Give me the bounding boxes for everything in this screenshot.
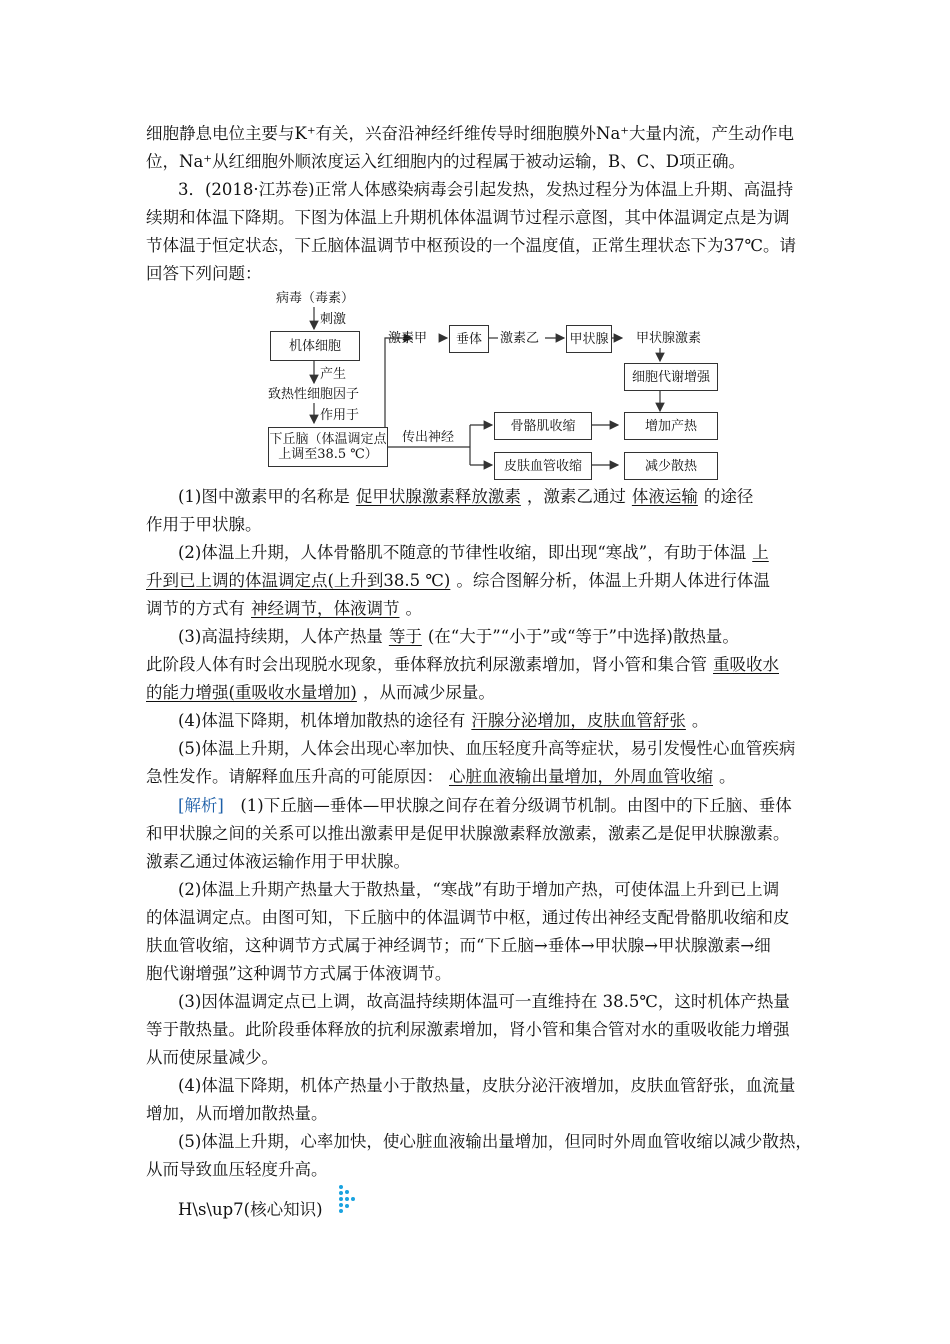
q2-line-2: 升到已上调的体温调定点(上升到38.5 ℃) 。综合图解分析，体温上升期人体进行体温	[146, 571, 770, 590]
label-act-on: 作用于	[320, 408, 360, 423]
q1-answer-1: 促甲状腺激素释放激素	[355, 487, 521, 506]
q2-line-3: 调节的方式有 神经调节，体液调节 。	[146, 599, 422, 618]
q5-answer: 心脏血液输出量增加，外周血管收缩	[449, 767, 713, 786]
analysis-line-12: 增加，从而增加散热量。	[146, 1104, 328, 1123]
label-efferent-nerve: 传出神经	[402, 430, 455, 445]
box-metabolism: 细胞代谢增强	[624, 363, 718, 391]
analysis-line-14: 从而导致血压轻度升高。	[146, 1160, 328, 1179]
q2-answer-1b: 升到已上调的体温调定点(上升到38.5 ℃)	[146, 571, 451, 590]
q5-line-2: 急性发作。请解释血压升高的可能原因： 心脏血液输出量增加，外周血管收缩 。	[146, 767, 736, 786]
analysis-line-2: 和甲状腺之间的关系可以推出激素甲是促甲状腺激素释放激素，激素乙是促甲状腺激素。	[146, 824, 790, 843]
analysis-line-13: (5)体温上升期，心率加快，使心脏血液输出量增加，但同时外周血管收缩以减少散热，	[178, 1132, 812, 1151]
analysis-line-10: 从而使尿量减少。	[146, 1048, 278, 1067]
intro-line-1: 细胞静息电位主要与K⁺有关，兴奋沿神经纤维传导时细胞膜外Na⁺大量内流，产生动作电	[146, 124, 795, 143]
analysis-line-5: 的体温调定点。由图可知，下丘脑中的体温调节中枢，通过传出神经支配骨骼肌收缩和皮	[146, 908, 790, 927]
label-hormone-b: 激素乙	[500, 331, 540, 346]
analysis-line-11: (4)体温下降期，机体产热量小于散热量，皮肤分泌汗液增加，皮肤血管舒张，血流量	[178, 1076, 796, 1095]
q4-line: (4)体温下降期，机体增加散热的途径有 汗腺分泌增加，皮肤血管舒张 。	[178, 711, 709, 730]
box-heat-decrease: 减少散热	[624, 452, 718, 480]
box-skin-vessel: 皮肤血管收缩	[494, 452, 592, 480]
label-hormone-a: 激素甲	[388, 331, 428, 346]
q3-line-1: (3)高温持续期，人体产热量 等于 (在“大于”“小于”或“等于”中选择)散热量。	[178, 627, 739, 646]
q3-answer-1: 等于	[388, 627, 422, 646]
analysis-line-8: (3)因体温调定点已上调，故高温持续期体温可一直维持在 38.5℃，这时机体产热量	[178, 992, 790, 1011]
label-produce: 产生	[320, 367, 347, 382]
question-line-2: 续期和体温下降期。下图为体温上升期机体体温调节过程示意图，其中体温调定点是为调	[146, 208, 790, 227]
q5-line-1: (5)体温上升期，人体会出现心率加快、血压轻度升高等症状，易引发慢性心血管疾病	[178, 739, 796, 758]
q2-answer-1a: 上	[752, 543, 769, 562]
q1-answer-2: 体液运输	[631, 487, 698, 506]
q3-answer-2b: 的能力增强(重吸收水量增加)	[146, 683, 357, 702]
q3-line-2: 此阶段人体有时会出现脱水现象，垂体释放抗利尿激素增加，肾小管和集合管 重吸收水	[146, 655, 814, 675]
analysis-line-4: (2)体温上升期产热量大于散热量，“寒战”有助于增加产热，可使体温上升到已上调	[178, 880, 780, 899]
label-pyrogen: 致热性细胞因子	[268, 387, 360, 402]
box-muscle-contract: 骨骼肌收缩	[494, 412, 592, 440]
analysis-tag: [解析]	[178, 796, 224, 815]
label-thyroid-hormone: 甲状腺激素	[636, 331, 702, 346]
box-heat-increase: 增加产热	[624, 412, 718, 440]
q3-answer-2a: 重吸收水	[713, 655, 779, 674]
analysis-line-6: 肤血管收缩，这种调节方式属于神经调节；而“下丘脑→垂体→甲状腺→甲状腺激素→细	[146, 936, 771, 955]
intro-line-2: 位，Na⁺从红细胞外顺浓度运入红细胞内的过程属于被动运输，B、C、D项正确。	[146, 152, 745, 171]
analysis-line-3: 激素乙通过体液运输作用于甲状腺。	[146, 852, 410, 871]
box-thyroid: 甲状腺	[566, 325, 612, 353]
thermoregulation-diagram	[262, 287, 742, 487]
box-pituitary: 垂体	[449, 325, 489, 353]
question-line-1: 3．(2018·江苏卷)正常人体感染病毒会引起发热，发热过程分为体温上升期、高温持	[178, 180, 794, 199]
box-body-cell: 机体细胞	[270, 331, 360, 361]
chevron-dots-icon	[338, 1184, 358, 1214]
q1-line-1: (1)图中激素甲的名称是 促甲状腺激素释放激素 ，激素乙通过 体液运输 的途径	[178, 487, 754, 506]
analysis-line-7: 胞代谢增强”这种调节方式属于体液调节。	[146, 964, 452, 983]
q3-line-3: 的能力增强(重吸收水量增加) ，从而减少尿量。	[146, 683, 495, 702]
analysis-line-1: [解析] (1)下丘脑—垂体—甲状腺之间存在着分级调节机制。由图中的下丘脑、垂体	[178, 796, 792, 815]
question-line-3: 节体温于恒定状态，下丘脑体温调节中枢预设的一个温度值，正常生理状态下为37℃。请	[146, 236, 796, 255]
box-hypothalamus: 下丘脑（体温调定点上调至38.5 ℃）	[268, 427, 388, 467]
label-virus: 病毒（毒素）	[276, 291, 355, 306]
q2-answer-2: 神经调节，体液调节	[251, 599, 400, 618]
q1-line-2: 作用于甲状腺。	[146, 515, 262, 534]
label-stimulate: 刺激	[320, 312, 347, 327]
q2-line-1: (2)体温上升期，人体骨骼肌不随意的节律性收缩，即出现“寒战”，有助于体温 上	[178, 543, 814, 563]
q4-answer: 汗腺分泌增加，皮肤血管舒张	[471, 711, 686, 730]
question-line-4: 回答下列问题：	[146, 264, 262, 283]
analysis-line-9: 等于散热量。此阶段垂体释放的抗利尿激素增加，肾小管和集合管对水的重吸收能力增强	[146, 1020, 790, 1039]
section-heading: H\s\up7(核心知识)	[178, 1200, 323, 1219]
